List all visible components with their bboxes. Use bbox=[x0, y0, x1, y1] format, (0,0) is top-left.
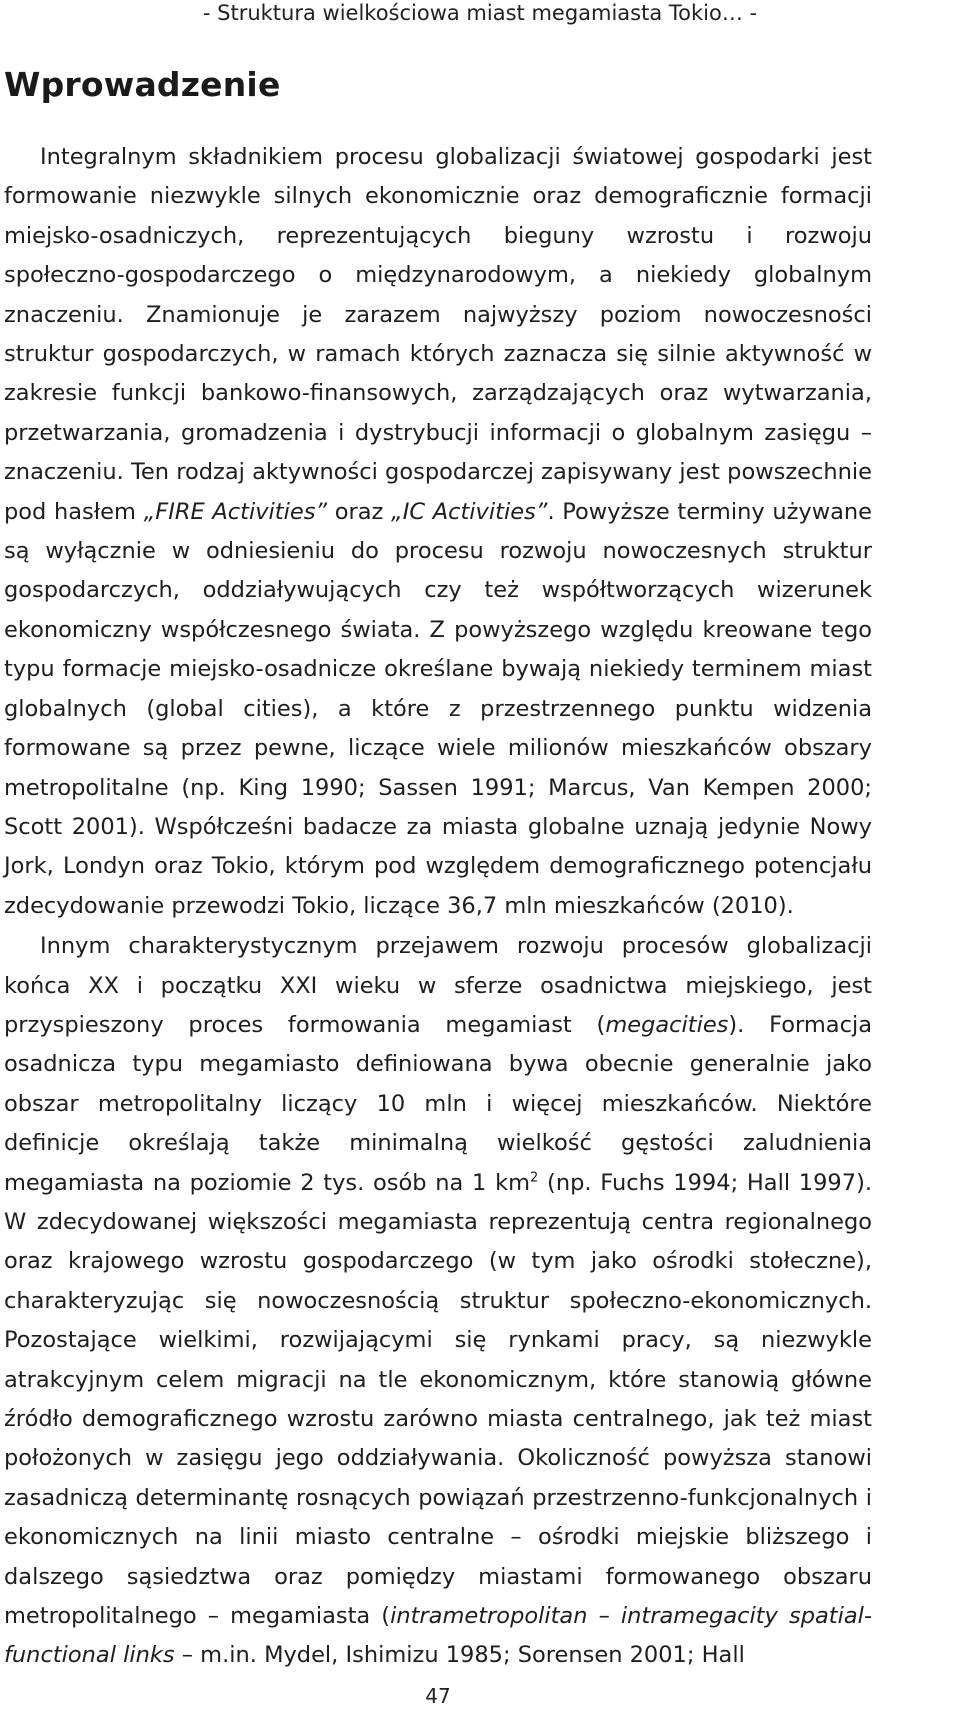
paragraph-1 bbox=[4, 138, 872, 926]
paragraph-2-text-2: ). Formacja osadnicza typu megamiasto definiowana bywa obecnie generalnie jako obszar metropolitalny liczący 10 mln i więcej mieszkańców. Niektóre definicje określają także minimalną wielkość gęstości zaludnienia megamiasta na poziomie 2 tys. osób na 1 km bbox=[4, 1011, 872, 1196]
paragraph-2-text-1: Innym charakterystycznym przejawem rozwoju procesów globalizacji końca XX i początku XXI wieku w sferze osadnictwa miejskiego, jest przyspieszony proces formowania megamiast ( bbox=[4, 933, 872, 1038]
paragraph-2-text-4: – m.in. Mydel, Ishimizu 1985; Sorensen 2001; Hall bbox=[174, 1642, 745, 1669]
paragraph-1-text-1: Integralnym składnikiem procesu globalizacji światowej gospodarki jest formowanie niezwykle silnych ekonomicznie oraz demograficznie formacji miejsko-osadniczych, reprezentujących bieguny wzrostu i rozwoju społeczno-gospodarczego o międzynarodowym, a niekiedy globalnym znaczeniu. Znamionuje je zarazem najwyższy poziom nowoczesności struktur gospodarczych, w ramach których zaznacza się silnie aktywność w zakresie funkcji bankowo-finansowych, zarządzających oraz wytwarzania, przetwarzania, gromadzenia i dystrybucji informacji o globalnym zasięgu – znaczeniu. Ten rodzaj aktywności gospodarczej zapisywany jest powszechnie pod hasłem bbox=[4, 144, 872, 525]
megacities-term: megacities bbox=[605, 1011, 729, 1038]
section-heading: Wprowadzenie bbox=[4, 65, 281, 104]
ic-activities-term: „IC Activities” bbox=[391, 498, 548, 525]
paragraph-2-text-3: (np. Fuchs 1994; Hall 1997). W zdecydowanej większości megamiasta reprezentują centra regionalnego oraz krajowego wzrostu gospodarczego (w tym jako ośrodki stołeczne), charakteryzując się nowoczesnością struktur społeczno-ekonomicznych. Pozostające wielkimi, rozwijającymi się rynkami pracy, są niezwykle atrakcyjnym celem migracji na tle ekonomicznym, które stanowią główne źródło demograficznego wzrostu zarówno miasta centralnego, jak też miast położonych w zasięgu jego oddziaływania. Okoliczność powyższa stanowi zasadniczą determinantę rosnących powiązań przestrzenno-funkcjonalnych i ekonomicznych na linii miasto centralne – ośrodki miejskie bliższego i dalszego sąsiedztwa oraz pomiędzy miastami formowanego obszaru metropolitalnego – megamiasta ( bbox=[4, 1169, 872, 1630]
paragraph-1-text-3: . Powyższe terminy używane są wyłącznie w odniesieniu do procesu rozwoju nowoczesnych struktur gospodarczych, oddziaływujących czy też współtworzących wizerunek ekonomiczny współczesnego świata. Z powyższego względu kreowane tego typu formacje miejsko-osadnicze określane bywają niekiedy terminem miast globalnych (global cities), a które z przestrzennego punktu widzenia formowane są przez pewne, liczące wiele milionów mieszkańców obszary metropolitalne (np. King 1990; Sassen 1991; Marcus, Van Kempen 2000; Scott 2001). Współcześni badacze za miasta globalne uznają jedynie Nowy Jork, Londyn oraz Tokio, którym pod względem demograficznego potencjału zdecydowanie przewodzi Tokio, liczące 36,7 mln mieszkańców (2010). bbox=[4, 498, 872, 919]
body-text bbox=[4, 138, 872, 1676]
fire-activities-term: „FIRE Activities” bbox=[143, 498, 328, 525]
spatial-links-term: intrametropolitan – intramegacity spatial-functional links bbox=[4, 1603, 872, 1669]
superscript-2: 2 bbox=[530, 1170, 539, 1186]
paragraph-2 bbox=[4, 927, 872, 1676]
paragraph-1-text-2: oraz bbox=[327, 498, 392, 525]
page-number: 47 bbox=[425, 1684, 451, 1708]
running-head: - Struktura wielkościowa miast megamiasta Tokio… - bbox=[202, 1, 758, 25]
